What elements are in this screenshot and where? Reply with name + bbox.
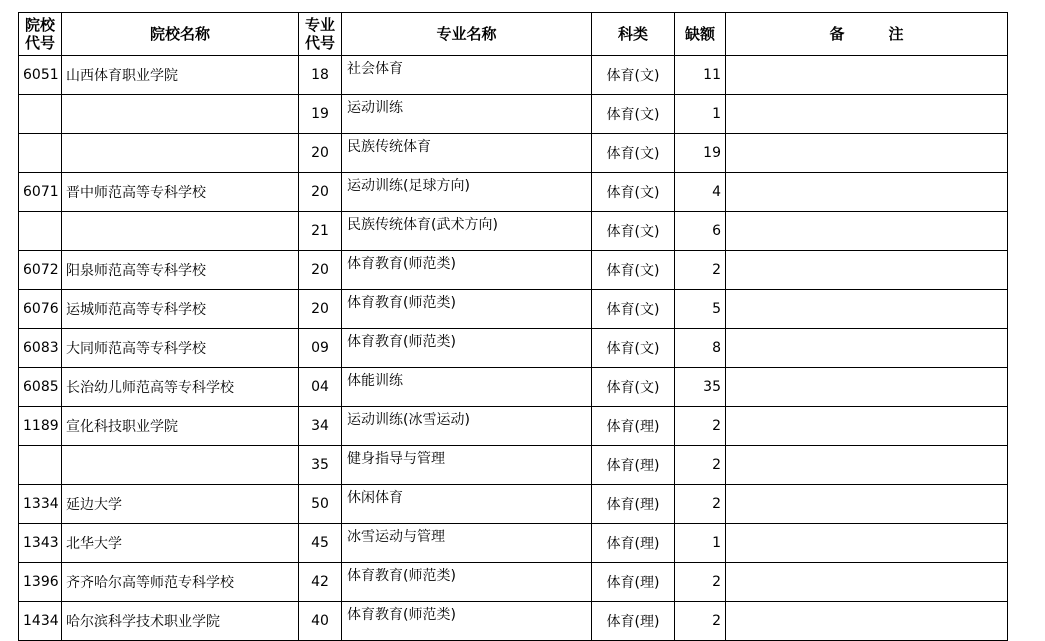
- cell-category: 体育(文): [592, 251, 675, 290]
- cell-school-name: 山西体育职业学院: [62, 56, 299, 95]
- cell-remark: [726, 56, 1008, 95]
- cell-remark: [726, 329, 1008, 368]
- cell-school-code: 1334: [19, 485, 62, 524]
- cell-remark: [726, 602, 1008, 641]
- cell-major-code: 40: [299, 602, 342, 641]
- table-row: [19, 602, 1008, 641]
- cell-major-name: 休闲体育: [342, 485, 592, 524]
- cell-remark: [726, 212, 1008, 251]
- header-remark: 备 注: [726, 13, 1008, 56]
- cell-school-code: 1396: [19, 563, 62, 602]
- cell-category: 体育(文): [592, 368, 675, 407]
- cell-category: 体育(理): [592, 407, 675, 446]
- cell-school-code: [19, 212, 62, 251]
- cell-quota: 11: [675, 56, 726, 95]
- cell-major-name: 体育教育(师范类): [342, 563, 592, 602]
- table-row: [19, 446, 1008, 485]
- cell-school-code: [19, 134, 62, 173]
- cell-category: 体育(文): [592, 173, 675, 212]
- cell-major-code: 20: [299, 134, 342, 173]
- cell-category: 体育(文): [592, 56, 675, 95]
- cell-school-code: 1189: [19, 407, 62, 446]
- cell-major-name: 民族传统体育: [342, 134, 592, 173]
- cell-remark: [726, 524, 1008, 563]
- cell-school-name: 长治幼儿师范高等专科学校: [62, 368, 299, 407]
- cell-school-name: 齐齐哈尔高等师范专科学校: [62, 563, 299, 602]
- cell-major-code: 20: [299, 173, 342, 212]
- cell-school-code: 6083: [19, 329, 62, 368]
- cell-school-name: 北华大学: [62, 524, 299, 563]
- cell-category: 体育(理): [592, 602, 675, 641]
- cell-major-code: 45: [299, 524, 342, 563]
- admission-vacancy-table: [18, 12, 1008, 641]
- cell-quota: 2: [675, 563, 726, 602]
- cell-remark: [726, 446, 1008, 485]
- cell-school-name: 运城师范高等专科学校: [62, 290, 299, 329]
- cell-school-name: 晋中师范高等专科学校: [62, 173, 299, 212]
- cell-category: 体育(理): [592, 524, 675, 563]
- cell-quota: 4: [675, 173, 726, 212]
- cell-school-name: [62, 212, 299, 251]
- cell-remark: [726, 173, 1008, 212]
- cell-remark: [726, 368, 1008, 407]
- cell-major-name: 冰雪运动与管理: [342, 524, 592, 563]
- cell-major-name: 民族传统体育(武术方向): [342, 212, 592, 251]
- header-quota: 缺额: [675, 13, 726, 56]
- cell-school-code: 6051: [19, 56, 62, 95]
- table-body: [19, 56, 1008, 641]
- cell-major-code: 50: [299, 485, 342, 524]
- table-row: [19, 212, 1008, 251]
- cell-major-name: 健身指导与管理: [342, 446, 592, 485]
- cell-school-name: 延边大学: [62, 485, 299, 524]
- cell-major-name: 运动训练(冰雪运动): [342, 407, 592, 446]
- table-header-row: [19, 13, 1008, 56]
- cell-quota: 2: [675, 485, 726, 524]
- cell-category: 体育(文): [592, 212, 675, 251]
- cell-major-code: 18: [299, 56, 342, 95]
- cell-school-code: 6072: [19, 251, 62, 290]
- cell-school-code: [19, 95, 62, 134]
- header-category: 科类: [592, 13, 675, 56]
- cell-school-name: [62, 446, 299, 485]
- cell-major-name: 社会体育: [342, 56, 592, 95]
- cell-category: 体育(文): [592, 329, 675, 368]
- cell-major-name: 体育教育(师范类): [342, 290, 592, 329]
- cell-school-code: 6071: [19, 173, 62, 212]
- cell-category: 体育(文): [592, 95, 675, 134]
- cell-major-code: 09: [299, 329, 342, 368]
- cell-major-name: 运动训练(足球方向): [342, 173, 592, 212]
- cell-quota: 1: [675, 524, 726, 563]
- cell-school-code: 1343: [19, 524, 62, 563]
- header-major-name: 专业名称: [342, 13, 592, 56]
- cell-remark: [726, 563, 1008, 602]
- cell-quota: 2: [675, 407, 726, 446]
- cell-major-code: 04: [299, 368, 342, 407]
- cell-school-name: 哈尔滨科学技术职业学院: [62, 602, 299, 641]
- cell-major-code: 35: [299, 446, 342, 485]
- cell-quota: 2: [675, 602, 726, 641]
- cell-remark: [726, 134, 1008, 173]
- table-row: [19, 524, 1008, 563]
- cell-school-code: 6085: [19, 368, 62, 407]
- table-row: [19, 485, 1008, 524]
- cell-major-name: 体育教育(师范类): [342, 602, 592, 641]
- cell-school-name: 大同师范高等专科学校: [62, 329, 299, 368]
- cell-remark: [726, 290, 1008, 329]
- cell-school-name: 阳泉师范高等专科学校: [62, 251, 299, 290]
- cell-school-name: [62, 95, 299, 134]
- table-row: [19, 56, 1008, 95]
- cell-category: 体育(文): [592, 134, 675, 173]
- table-row: [19, 290, 1008, 329]
- table-row: [19, 563, 1008, 602]
- cell-school-name: [62, 134, 299, 173]
- table-row: [19, 95, 1008, 134]
- cell-quota: 2: [675, 251, 726, 290]
- cell-major-name: 体能训练: [342, 368, 592, 407]
- header-school-code: 院校 代号: [19, 13, 62, 56]
- header-school-name: 院校名称: [62, 13, 299, 56]
- cell-quota: 6: [675, 212, 726, 251]
- cell-quota: 2: [675, 446, 726, 485]
- cell-major-name: 体育教育(师范类): [342, 329, 592, 368]
- cell-major-name: 运动训练: [342, 95, 592, 134]
- cell-quota: 5: [675, 290, 726, 329]
- cell-quota: 19: [675, 134, 726, 173]
- cell-major-name: 体育教育(师范类): [342, 251, 592, 290]
- table-row: [19, 134, 1008, 173]
- cell-remark: [726, 407, 1008, 446]
- cell-quota: 8: [675, 329, 726, 368]
- cell-major-code: 20: [299, 251, 342, 290]
- cell-school-code: 6076: [19, 290, 62, 329]
- table-row: [19, 329, 1008, 368]
- cell-category: 体育(理): [592, 446, 675, 485]
- cell-category: 体育(理): [592, 485, 675, 524]
- table-row: [19, 407, 1008, 446]
- cell-school-code: [19, 446, 62, 485]
- header-major-code: 专业 代号: [299, 13, 342, 56]
- cell-remark: [726, 485, 1008, 524]
- cell-category: 体育(文): [592, 290, 675, 329]
- cell-major-code: 21: [299, 212, 342, 251]
- cell-school-code: 1434: [19, 602, 62, 641]
- table-row: [19, 173, 1008, 212]
- cell-quota: 1: [675, 95, 726, 134]
- table-row: [19, 368, 1008, 407]
- cell-remark: [726, 95, 1008, 134]
- cell-quota: 35: [675, 368, 726, 407]
- cell-major-code: 34: [299, 407, 342, 446]
- cell-remark: [726, 251, 1008, 290]
- cell-major-code: 20: [299, 290, 342, 329]
- table-row: [19, 251, 1008, 290]
- cell-school-name: 宣化科技职业学院: [62, 407, 299, 446]
- cell-category: 体育(理): [592, 563, 675, 602]
- cell-major-code: 19: [299, 95, 342, 134]
- cell-major-code: 42: [299, 563, 342, 602]
